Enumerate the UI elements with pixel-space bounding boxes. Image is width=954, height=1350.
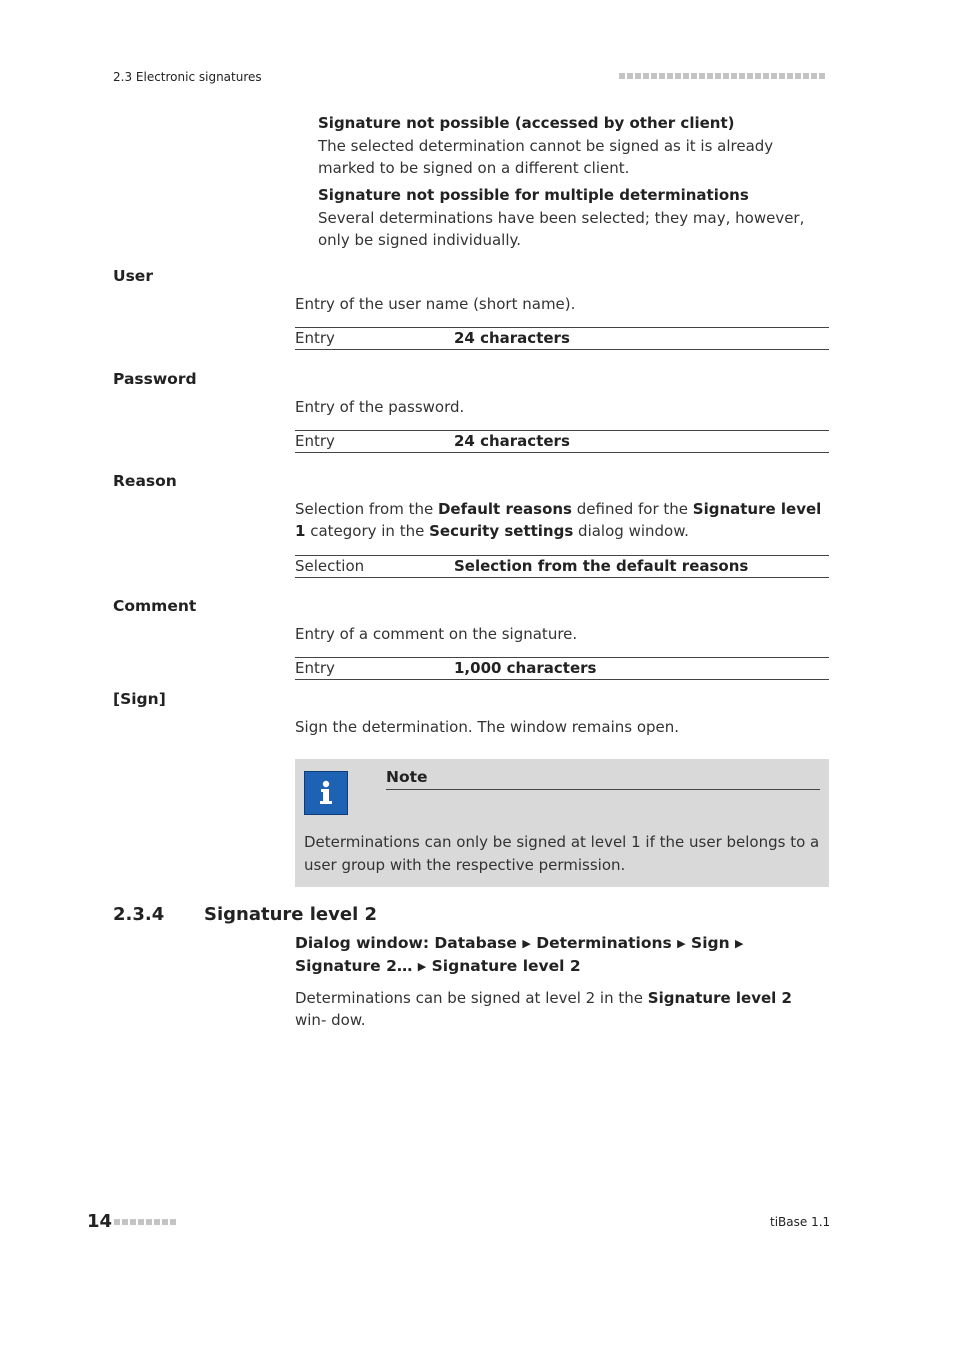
param-label-sign: [Sign]	[113, 690, 166, 708]
note-text: Determinations can only be signed at level 1 if the user belongs to a user group with the respective permission.	[304, 833, 820, 874]
dialog-path: Dialog window: Database ▶ Determinations ▶ Sign ▶ Signature 2… ▶ Signature level 2	[295, 934, 744, 975]
running-header-section: 2.3 Electronic signatures	[113, 70, 262, 84]
param-desc-sign: Sign the determination. The window remains open.	[295, 718, 680, 736]
param-table-user	[295, 327, 829, 350]
header-decoration-squares	[619, 73, 825, 79]
param-table-comment	[295, 657, 829, 680]
footer-product: tiBase 1.1	[770, 1215, 831, 1229]
arrow-right-icon: ▶	[417, 960, 427, 973]
param-label-user: User	[113, 267, 153, 285]
param-desc-password: Entry of the password.	[295, 398, 465, 416]
section-number: 2.3.4	[113, 904, 165, 925]
param-value: 1,000 characters	[454, 659, 597, 677]
param-desc-user: Entry of the user name (short name).	[295, 295, 576, 313]
arrow-right-icon: ▶	[522, 937, 531, 950]
param-table-password	[295, 430, 829, 453]
param-desc-comment: Entry of a comment on the signature.	[295, 625, 578, 643]
param-key: Entry	[295, 329, 335, 347]
intro-item-title: Signature not possible for multiple determinations	[318, 186, 749, 204]
param-value: 24 characters	[454, 329, 570, 347]
note-title: Note	[386, 768, 820, 790]
param-label-comment: Comment	[113, 597, 197, 615]
param-key: Selection	[295, 557, 365, 575]
intro-item-text: The selected determination cannot be signed as it is already marked to be signed on a different client.	[318, 137, 774, 177]
section-desc: Determinations can be signed at level 2 in the Signature level 2 win- dow.	[295, 989, 792, 1029]
intro-item-text: Several determinations have been selected; they may, however, only be signed individually.	[318, 209, 805, 249]
footer-decoration-squares	[114, 1219, 176, 1225]
arrow-right-icon: ▶	[735, 937, 744, 950]
note-box	[295, 759, 829, 887]
param-label-reason: Reason	[113, 472, 177, 490]
param-table-reason	[295, 555, 829, 578]
param-desc-reason: Selection from the Default reasons defined for the Signature level 1 category in the Security settings dialog window.	[295, 500, 822, 540]
info-icon	[304, 771, 348, 815]
param-value: 24 characters	[454, 432, 570, 450]
param-label-password: Password	[113, 370, 197, 388]
param-value: Selection from the default reasons	[454, 557, 749, 575]
arrow-right-icon: ▶	[677, 937, 686, 950]
intro-item-title: Signature not possible (accessed by other client)	[318, 114, 735, 132]
param-key: Entry	[295, 659, 335, 677]
section-title: Signature level 2	[204, 904, 378, 925]
page-number: 14	[87, 1211, 113, 1232]
param-key: Entry	[295, 432, 335, 450]
